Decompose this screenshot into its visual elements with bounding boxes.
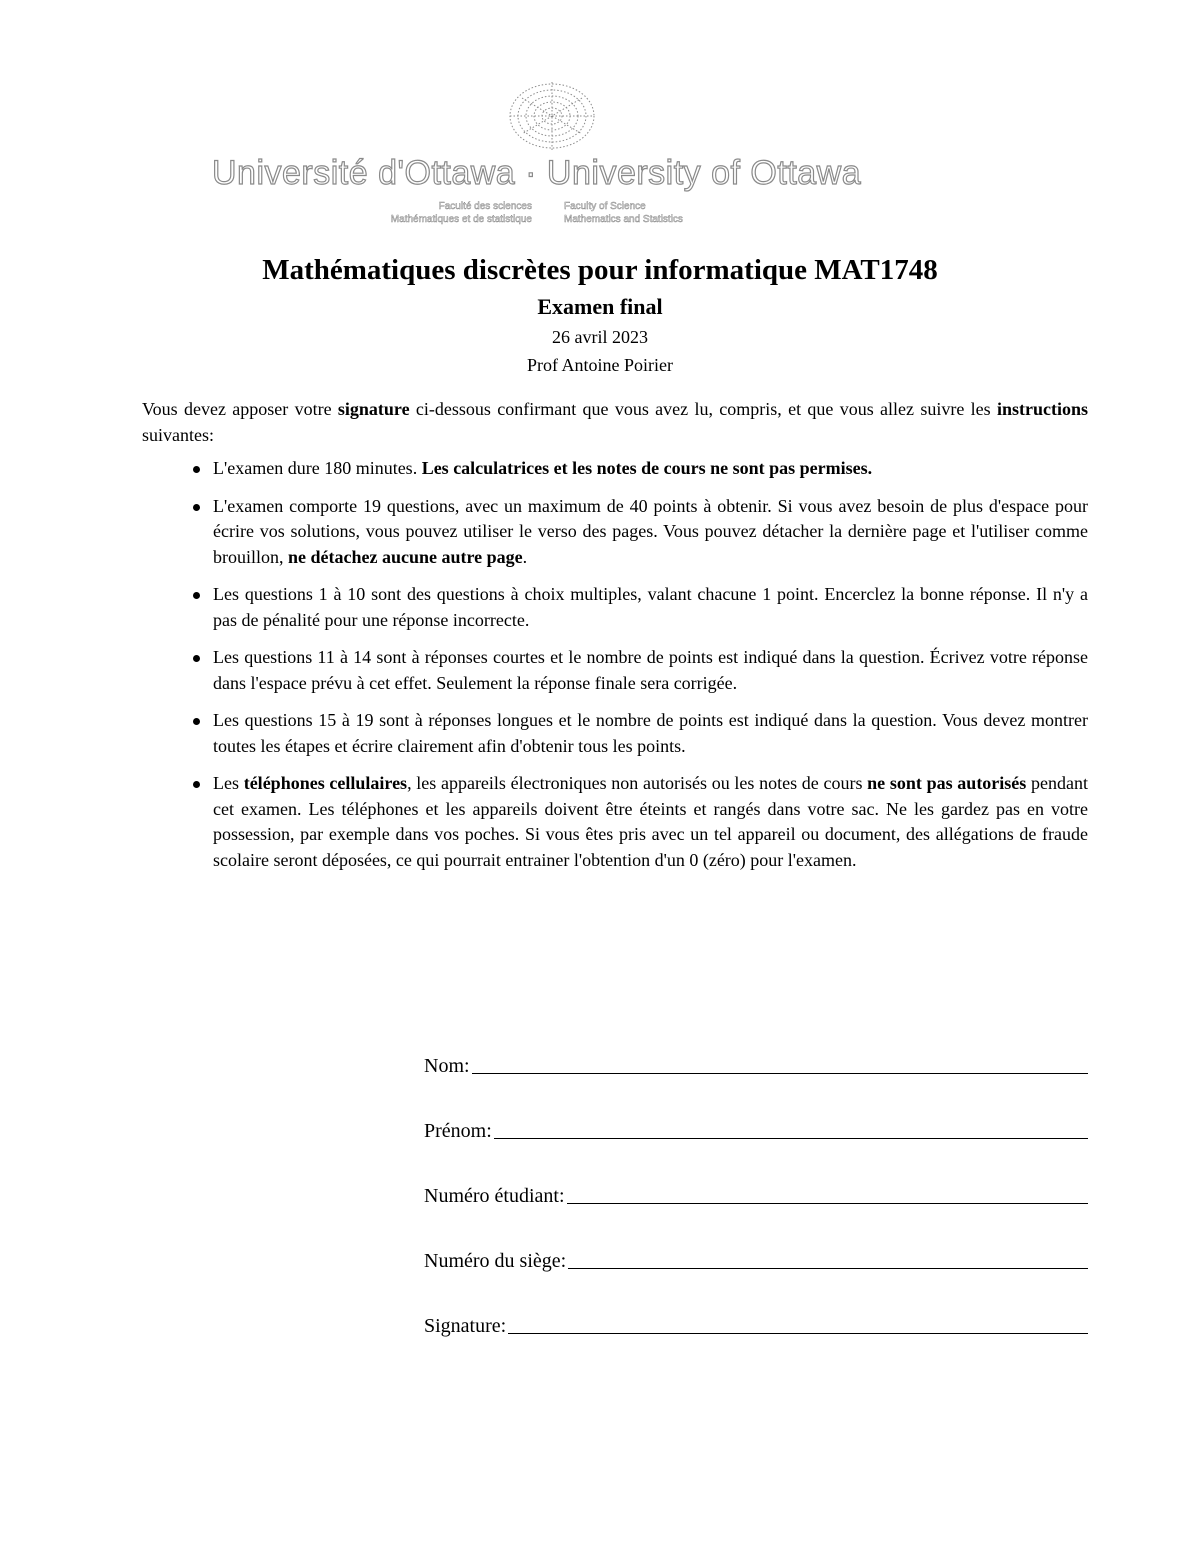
nom-line[interactable] (472, 1072, 1088, 1074)
bullet-icon (193, 592, 200, 599)
faculty-name-en (564, 200, 683, 226)
seat-number-label: Numéro du siège: (424, 1250, 567, 1272)
rule-bold: ne détachez aucune autre page (288, 546, 523, 567)
rule-text: Les questions 11 à 14 sont à réponses courtes et le nombre de points est indiqué dans la question. Écrivez votre réponse dans l'espace prévu à cet effet. Seulement la réponse finale sera corrigée. (213, 647, 1088, 693)
prenom-field (424, 1077, 1088, 1142)
seat-number-line[interactable] (568, 1267, 1088, 1269)
intro-bold-signature: signature (337, 399, 410, 419)
rule-bold: Les calculatrices et les notes de cours ne sont pas permises. (421, 458, 873, 478)
university-name: Université d'Ottawa · University of Ottawa (212, 154, 862, 192)
list-item (190, 494, 1088, 571)
rule-text: Les questions 15 à 19 sont à réponses longues et le nombre de points est indiqué dans la question. Vous devez montrer toutes les étapes et écrire clairement afin d'obtenir tous les points. (213, 710, 1088, 756)
faculty-name-fr (391, 200, 532, 226)
faculty-fr-line2: Mathématiques et de statistique (390, 214, 532, 225)
university-crest-icon (502, 78, 602, 153)
prenom-label: Prénom: (424, 1120, 492, 1142)
list-item (190, 456, 1088, 482)
rule-text: Les (213, 773, 244, 793)
bullet-icon (193, 504, 200, 511)
nom-label: Nom: (424, 1055, 470, 1077)
rule-text: L'examen comporte 19 questions, avec un maximum de 40 points à obtenir. Si vous avez besoin de plus d'espace pour écrire vos solutions, vous pouvez utiliser le verso des pages. Vous pouvez détacher la dernière page et l'utiliser comme brouillon, (213, 495, 1088, 567)
faculty-fr-line1: Faculté des sciences (438, 201, 532, 212)
bullet-icon (193, 655, 200, 662)
seat-number-field (424, 1207, 1088, 1272)
signature-label: Signature: (424, 1315, 507, 1337)
student-number-field (424, 1142, 1088, 1207)
list-item (190, 771, 1088, 873)
signature-field (424, 1272, 1088, 1337)
faculty-en-line1: Faculty of Science (564, 201, 646, 212)
intro-text-2: ci-dessous confirmant que vous avez lu, compris, et que vous allez suivre les (409, 399, 997, 419)
rule-text: . (522, 546, 528, 567)
professor-name: Prof Antoine Poirier (527, 355, 673, 375)
intro-text-3: suivantes: (142, 425, 214, 445)
nom-field (424, 1012, 1088, 1077)
university-logo (212, 78, 892, 230)
rule-bold: téléphones cellulaires (243, 773, 408, 793)
bullet-icon (193, 781, 200, 788)
rule-text: pendant cet examen. Les téléphones et les appareils doivent être éteints et rangés dans votre sac. Ne les gardez pas en votre possession, par exemple dans vos poches. Si vous êtes pris avec un tel appareil ou document, des allégations de fraude scolaire seront déposées, ce qui pourrait entrainer l'obtention d'un 0 (zéro) pour l'examen. (213, 773, 1088, 870)
list-item (190, 708, 1088, 759)
student-info-form (424, 1012, 1088, 1337)
rule-text: L'examen dure 180 minutes. (213, 458, 422, 478)
signature-line[interactable] (508, 1332, 1088, 1334)
list-item (190, 582, 1088, 633)
exam-subtitle: Examen final (537, 294, 663, 319)
intro-text-1: Vous devez apposer votre (142, 399, 338, 419)
rule-bold: ne sont pas autorisés (867, 773, 1027, 793)
course-title: Mathématiques discrètes pour informatique MAT1748 (262, 254, 938, 286)
instructions-list (190, 456, 1088, 885)
bullet-icon (193, 466, 200, 473)
prenom-line[interactable] (494, 1137, 1088, 1139)
bullet-icon (193, 718, 200, 725)
exam-date: 26 avril 2023 (552, 327, 648, 347)
rule-text: , les appareils électroniques non autorisés ou les notes de cours (407, 773, 868, 793)
list-item (190, 645, 1088, 696)
faculty-en-line2: Mathematics and Statistics (564, 214, 683, 225)
student-number-line[interactable] (567, 1202, 1088, 1204)
intro-bold-instructions: instructions (996, 399, 1088, 419)
student-number-label: Numéro étudiant: (424, 1185, 565, 1207)
rule-text: Les questions 1 à 10 sont des questions à choix multiples, valant chacune 1 point. Encerclez la bonne réponse. Il n'y a pas de pénalité pour une réponse incorrecte. (213, 584, 1088, 630)
intro-paragraph (142, 396, 1088, 448)
